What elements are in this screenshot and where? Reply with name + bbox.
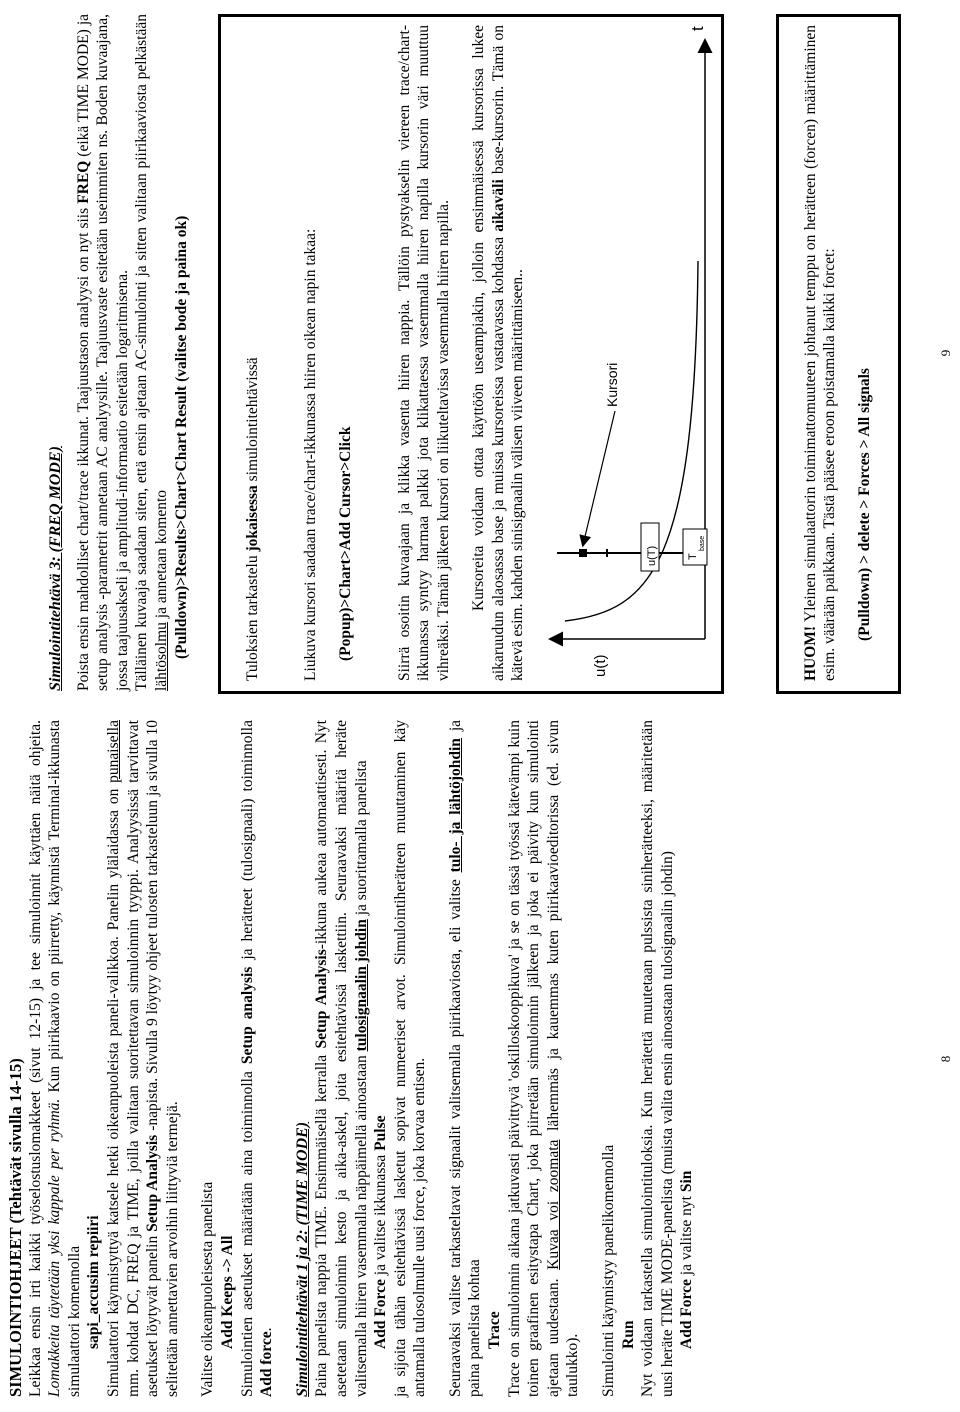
cmd-add-force-2: Add Force bbox=[678, 1279, 696, 1349]
warning-text: Yleinen simulaattorin toimimattomuuteen johtanut temppu on herätteen (forcen) määrittäminen esim. väärään paikkaan. Tästä pääsee eroon poistamalla kaikki forcet: bbox=[801, 25, 839, 681]
settings-paragraph bbox=[238, 720, 277, 1397]
panel-underline: punaisella bbox=[104, 720, 122, 783]
bode-text-a: Tälläinen kuvaaja saadaan siten, että ensin ajetaan AC-simulointi ja sitten valitaan piirikaaviosta pelkästään bbox=[133, 14, 151, 691]
cmd-sin: Sin bbox=[678, 1170, 696, 1193]
page-title: SIMULOINTIOHJEET (Tehtävät sivulla 14-15) bbox=[6, 1058, 25, 1397]
select-panel-text: Valitse oikeanpuoleisesta panelista bbox=[199, 1181, 217, 1397]
section-freq-mode-title: Simulointitehtävä 3: (FREQ MODE) bbox=[47, 446, 64, 691]
command-run: Run bbox=[619, 1320, 637, 1349]
settings-bold-1: Setup analysis bbox=[238, 966, 256, 1065]
time-text-b: -ikkuna aukeaa automaattisesti. Nyt asetetaan simuloinnin kesto ja aika-askel, joita esitehtävissä laskettiin. Seuraavaksi määritä heräte valitsemalla hiiren vasemmalla näppäimellä ainoastaan bbox=[313, 720, 370, 1397]
cursors-bold: aikaväli bbox=[489, 179, 507, 232]
cmd-add-force: Add Force bbox=[372, 1279, 390, 1349]
results-text-a: Tuloksien tarkastelu bbox=[243, 551, 261, 681]
y-axis-label: u(t) bbox=[592, 654, 610, 677]
signals-bold-underline: tulo- ja lähtöjohdin bbox=[446, 738, 464, 873]
time-text-c: ja suorittamalla panelista bbox=[352, 760, 370, 920]
cmd-and-select-2: ja valitse nyt bbox=[678, 1192, 696, 1280]
warning-bold: HUOM! bbox=[801, 625, 819, 681]
page-8-content bbox=[6, 720, 697, 1397]
results-box bbox=[218, 14, 724, 694]
cursors-paragraph bbox=[469, 25, 528, 681]
command-delete-forces: (Pulldown) > delete > Forces > All signals bbox=[856, 368, 874, 641]
panel-text-c: -napista. Sivulla 9 löytyy ohjeet tulosten tarkasteluun ja sivulla 10 selitetään annettavien arvoihin liittyviä termejä. bbox=[144, 720, 181, 1397]
value-box-label: u(T) bbox=[646, 545, 659, 566]
cmd-pulse: Pulse bbox=[372, 1115, 390, 1151]
warning-paragraph bbox=[801, 25, 840, 681]
trace-text-a: Trace on simuloinnin aikana jatkuvasti päivittyvä 'oskilloskooppikuva' ja se on tässä työssä kätevämpi kuin toinen graafinen esitystapa Chart, joka piirretään simuloinnin jälkeen ja joka ei päivity kun simulointi ajetaan uudestaan. bbox=[505, 720, 562, 1397]
signals-text-b: ja paina panelista kohtaa bbox=[446, 720, 484, 1397]
bode-underline: lähtösolmu bbox=[152, 622, 170, 691]
cursor-pointer-arrow bbox=[583, 411, 615, 545]
time-text-a: Paina panelista nappia TIME. Ensimmäisellä kerralla bbox=[313, 1048, 331, 1397]
freq-text-b: (eikä TIME MODE) ja setup analysis -parametrit annetaan AC analyysille. Taajuusvaste esitetään useimmiten ns. Boden kuvaajana, jossa taajuusakseli ja amplitudi-informaatio esitetään logaritmisena. bbox=[74, 13, 131, 691]
command-add-force-pulse bbox=[371, 720, 391, 1397]
bode-text-b: ja annetaan komento bbox=[152, 489, 170, 623]
time-bold: Setup Analysis bbox=[313, 949, 331, 1049]
base-box-sublabel: base bbox=[699, 535, 707, 551]
command-trace: Trace bbox=[486, 1311, 504, 1349]
freq-paragraph bbox=[74, 14, 133, 691]
panel-bold: Setup Analysis bbox=[144, 1134, 162, 1232]
cursor-paragraph: Siirrä osoitin kuvaajaan ja klikka vasenta hiiren nappia. Tällöin pystyakselin viereen trace/chart-ikkunassa syntyy harmaa palkki jota klikattaessa vasemmalla hiiren napilla kursorin väri muuttuu vihreäksi. Tämän jälkeen kursori on liikuteltavissa vasemmalla hiiren napilla. bbox=[395, 25, 452, 681]
results-text-b: simulointitehtävissä bbox=[243, 357, 261, 486]
trace-text-b: lähemmäs ja kauemmas kuten piirikaavioeditorissa (ed. sivun taulukko). bbox=[544, 719, 582, 1397]
panel-text-a: Simulaattori käynnistyttyä katsele hetki oikeanpuoleista paneli-valikkoa. Panelin ylälaidassa on bbox=[104, 782, 122, 1397]
panel-text-b: mm. kohdat DC, FREQ ja TIME, joilla valitaan suoritettavan simuloinnin tyyppi. Analyysissä tarvittavat asetukset löytyvät panelin bbox=[124, 720, 162, 1397]
trace-underline: Kuvaa voi zoomata bbox=[544, 1139, 562, 1270]
time-mode-paragraph bbox=[312, 720, 371, 1397]
cursor-intro: Liukuva kursori saadaan trace/chart-ikkunassa hiiren oikean napin takaa: bbox=[302, 228, 320, 681]
settings-text-a: Simulointien asetukset määrätään aina toiminnolla bbox=[238, 1064, 256, 1397]
intro-italic: Lomakkeita täytetään yksi kappale per ryhmä. bbox=[46, 1098, 64, 1397]
results-bold: jokaisessa bbox=[243, 485, 261, 552]
intro-text-b: Kun piirikaavio on piirretty, käynnistä Terminal-ikkunasta simulaattori komennolla bbox=[46, 720, 83, 1397]
cursor-diagram bbox=[543, 13, 713, 681]
signals-paragraph bbox=[446, 720, 485, 1397]
freq-bold: FREQ bbox=[74, 160, 92, 204]
settings-text-b: ja herätteet (tulosignaali) toiminnolla bbox=[238, 720, 256, 967]
cmd-and-select: ja valitse ikkunassa bbox=[372, 1150, 390, 1280]
pulse-values-paragraph: ja sijoita tähän esitehtävissä lasketut sopivat numeeriset arvot. Simulointiherätteen muuttaminen käy antamalla tulosolmulle uusi force, joka korvaa entisen. bbox=[391, 720, 429, 1397]
decay-curve bbox=[565, 261, 698, 621]
cursor-marker bbox=[579, 549, 587, 557]
intro-paragraph bbox=[26, 720, 85, 1397]
panel-paragraph bbox=[104, 720, 182, 1397]
sine-paragraph: Nyt voidaan tarkastella simulointituloksia. Kun herätettä muutetaan pulssista siniherätteeksi, määritetään uusi heräte TIME MODE-panelista (muista valita ensin ainoastaan tulosignaalin johdin) bbox=[639, 720, 676, 1397]
x-axis-label: t bbox=[688, 26, 708, 31]
cursor-label: Kursori bbox=[604, 362, 621, 407]
time-bold-underline: tulosignaalin johdin bbox=[352, 919, 370, 1052]
run-intro-text: Simulointi käynnistyy panelikomennolla bbox=[600, 1144, 618, 1397]
command-start-simulator: sapi_accusim repiiri bbox=[85, 1215, 103, 1349]
page-number-8: 8 bbox=[938, 1055, 953, 1063]
intro-text-a: Leikkaa ensin irti kaikki työselostuslomakkeet (sivut 12-15) ja tee simuloinnit käyttäen näitä ohjeita. bbox=[26, 720, 44, 1397]
settings-bold-2: Add force bbox=[258, 1331, 276, 1397]
base-box-label: T bbox=[687, 553, 700, 560]
page-number-9: 9 bbox=[938, 349, 953, 357]
results-heading bbox=[243, 25, 263, 681]
settings-text-c: . bbox=[258, 1327, 276, 1332]
page-8 bbox=[0, 706, 960, 1412]
command-add-force-sin bbox=[677, 720, 697, 1397]
command-chart-result: (Pulldown)>Results>Chart>Chart Result (valitse bode ja paina ok) bbox=[172, 215, 190, 659]
warning-box bbox=[776, 14, 901, 694]
signals-text-a: Seuraavaksi valitse tarkasteltavat signaalit valitsemalla piirikaaviosta, eli valitse bbox=[446, 872, 464, 1397]
freq-section bbox=[46, 14, 191, 691]
bode-paragraph bbox=[132, 14, 171, 691]
section-time-mode-title: Simulointitehtävät 1 ja 2: (TIME MODE) bbox=[293, 1121, 311, 1397]
cursors-text-a: Kursoreita voidaan ottaa käyttöön useampiakin, jolloin ensimmäisessä kursorissa lukee aikaruudun alaosassa base ja muissa kursoreissa vastaavassa kohdassa bbox=[470, 25, 507, 681]
cursors-text-b: base-kursorin. Tämä on kätevä esim. kahden sinisignaalin välisen viiveen määrittämiseen.. bbox=[489, 25, 527, 681]
freq-text-a: Poista ensin mahdolliset chart/trace ikkunat. Taajuustason analyysi on nyt siis bbox=[74, 203, 92, 691]
command-add-cursor: (Popup)>Chart>Add Cursor>Click bbox=[337, 426, 355, 661]
command-add-keeps: Add Keeps -> All bbox=[218, 1235, 236, 1349]
trace-paragraph bbox=[505, 720, 583, 1397]
